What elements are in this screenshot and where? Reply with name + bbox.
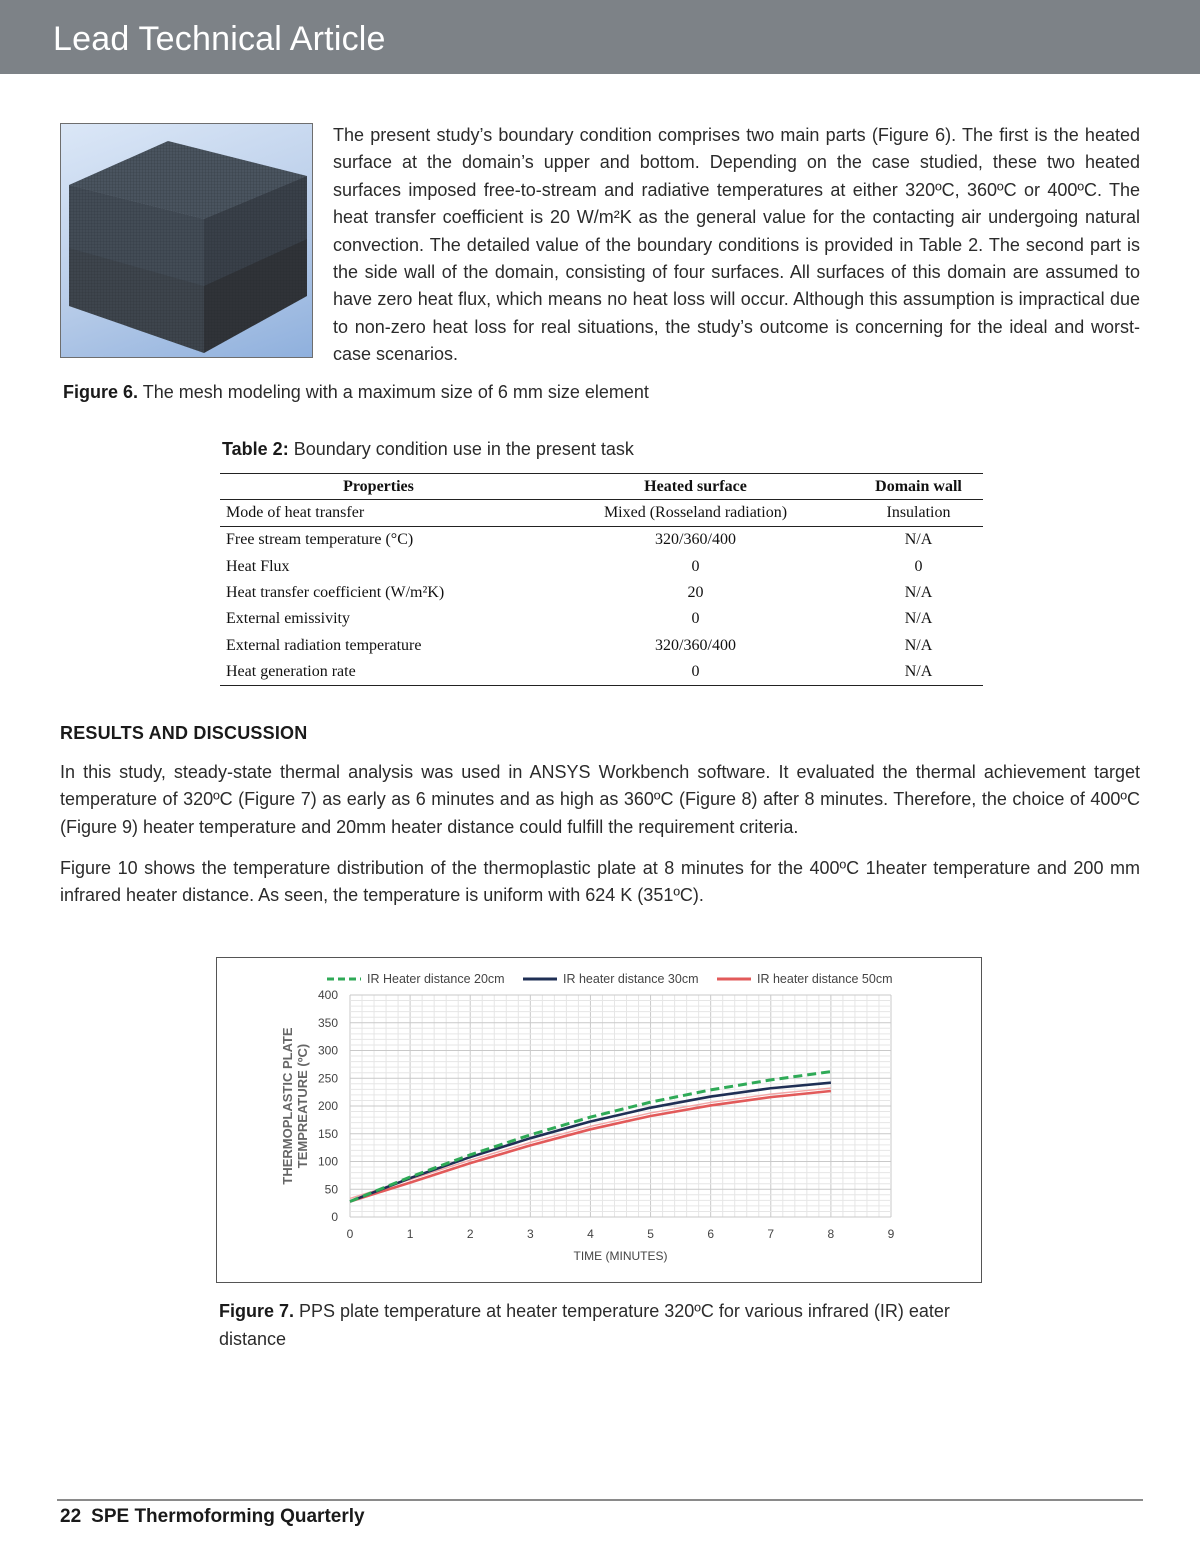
table-cell: 0 [691,610,700,628]
publication-name: SPE Thermoforming Quarterly [91,1506,365,1527]
figure-6-text: The mesh modeling with a maximum size of 6 mm size element [142,382,649,402]
table-row [220,632,983,658]
results-heading: RESULTS AND DISCUSSION [60,723,308,743]
table-cell: N/A [904,610,933,628]
table-header-row [220,474,983,500]
figure-7-label: Figure 7. [219,1301,295,1321]
table-cell: 0 [537,659,854,686]
table-row [220,554,983,580]
table-cell: Heat generation rate [220,659,537,686]
results-paragraph-1: In this study, steady-state thermal analysis was used in ANSYS Workbench software. It evaluated the thermal achievement target temperature of 320ºC (Figure 7) as early as 6 minutes and as high as 360ºC (Figure 8) after 8 minutes. Therefore, the choice of 400ºC (Figure 9) heater temperature and 20mm heater distance could fulfill the requirement criteria. [60,762,1140,837]
y-tick-label: 200 [317,1099,338,1113]
table-row [220,659,983,686]
table-cell: Insulation [854,500,983,527]
table-header-cell: Properties [220,474,537,500]
figure-6-image [60,123,313,358]
x-tick-label: 6 [707,1227,715,1241]
figure-7-chart-frame [216,957,982,1283]
x-tick-label: 9 [887,1227,895,1241]
table-header-cell: Heated surface [537,474,854,500]
y-axis-label-line2: TEMPREATURE (ºC) [295,1043,310,1169]
y-tick-label: 100 [317,1154,338,1169]
x-tick-label: 1 [406,1227,414,1241]
table-cell: 320/360/400 [655,636,736,654]
y-tick-label: 400 [317,988,338,1002]
x-tick-label: 8 [827,1227,835,1241]
mesh-cube-illustration [61,124,312,357]
legend-label-1: IR Heater distance 20cm [367,972,505,986]
table-cell: 0 [914,557,923,575]
table-row [220,606,983,632]
table-cell: 20 [687,584,704,602]
table-cell: External radiation temperature [226,636,422,654]
table-cell: N/A [904,584,933,602]
y-tick-label: 50 [324,1182,338,1197]
table-cell: Heat Flux [226,557,290,575]
table-cell: External emissivity [226,610,350,628]
table-row [220,580,983,606]
table-cell: N/A [854,659,983,686]
legend-label-3: IR heater distance 50cm [757,972,893,986]
table-cell: Free stream temperature (°C) [226,531,414,549]
y-tick-label: 250 [317,1071,338,1086]
table-row [220,527,983,554]
figure-7-caption [219,1297,979,1353]
table-cell: N/A [904,636,933,654]
table-cell: Mixed (Rosseland radiation) [537,500,854,527]
x-tick-label: 3 [526,1227,534,1241]
figure-6-label: Figure 6. [63,382,139,402]
x-tick-label: 5 [647,1227,654,1241]
x-tick-label: 7 [767,1227,775,1241]
table-cell: N/A [904,531,933,549]
y-tick-label: 300 [317,1043,338,1058]
y-tick-label: 150 [317,1126,338,1141]
boundary-condition-table [220,473,983,686]
table-cell: Mode of heat transfer [220,500,537,527]
table-2-label: Table 2: [222,439,289,459]
x-tick-label: 0 [346,1227,354,1241]
intro-paragraph: The present study’s boundary condition comprises two main parts (Figure 6). The first is the heated surface at the domain’s upper and bottom. Depending on the case studied, these two heated surfaces imposed free-to-stream and radiative temperatures at either 320ºC, 360ºC or 400ºC. The heat transfer coefficient is 20 W/m²K as the general value for the contacting air undergoing natural convection. The detailed value of the boundary conditions is provided in Table 2. The second part is the side wall of the domain, consisting of four surfaces. All surfaces of this domain are assumed to have zero heat flux, which means no heat loss will occur. Although this assumption is impractical due to non-zero heat loss for real situations, the study’s outcome is concerning for the ideal and worst-case scenarios. [333,125,1140,365]
page-number: 22 [60,1506,82,1527]
table-header-cell: Domain wall [854,474,983,500]
table-cell: 320/360/400 [655,531,736,549]
table-cell: 0 [691,557,700,575]
x-tick-label: 2 [466,1227,474,1241]
y-tick-label: 0 [331,1210,338,1224]
table-row [220,500,983,527]
x-axis-label: TIME (MINUTES) [573,1249,668,1263]
x-tick-label: 4 [587,1227,594,1241]
table-2-caption [222,437,634,461]
figure-6-caption [63,380,649,404]
results-paragraph-2: Figure 10 shows the temperature distribution of the thermoplastic plate at 8 minutes for the 400ºC 1heater temperature and 200 mm infrared heater distance. As seen, the temperature is uniform with 624 K (351ºC). [60,858,1140,906]
legend-label-2: IR heater distance 30cm [563,972,699,986]
table-cell: Heat transfer coefficient (W/m²K) [226,584,445,602]
header-bar [0,0,1200,74]
temperature-line-chart [217,958,981,1282]
footer-rule [57,1499,1143,1501]
table-2-caption-text: Boundary condition use in the present task [293,439,634,459]
y-tick-label: 350 [317,1015,338,1030]
figure-7-text: PPS plate temperature at heater temperature 320ºC for various infrared (IR) eater distance [219,1301,950,1349]
header-title: Lead Technical Article [53,20,386,58]
footer [60,1506,365,1528]
y-axis-label-line1: THERMOPLASTIC PLATE [280,1027,295,1185]
